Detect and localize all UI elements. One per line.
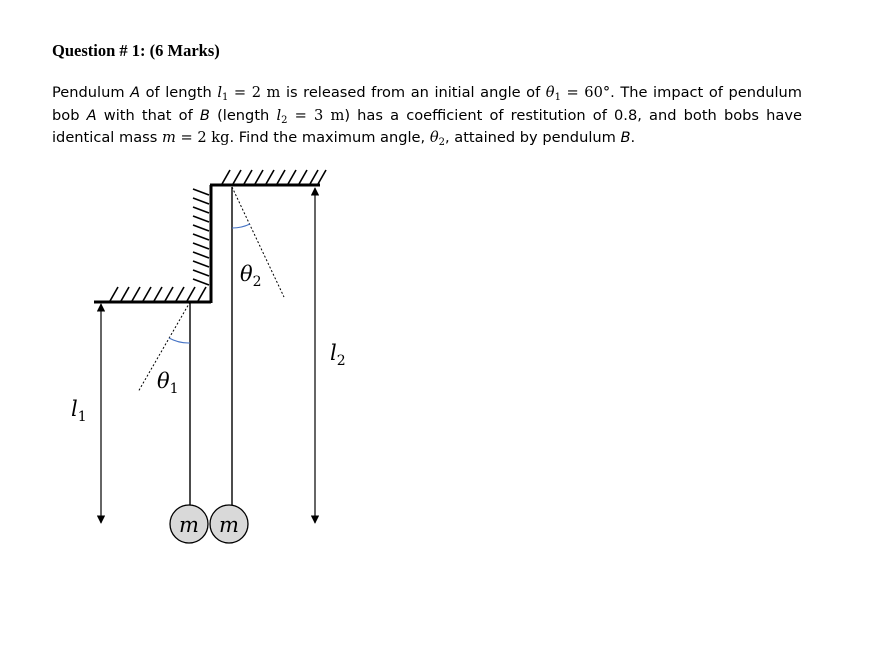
theta2-arc — [232, 224, 250, 228]
lower-ceiling-hatch — [110, 287, 206, 301]
wall-hatch — [193, 189, 209, 285]
bob-a-mass-label: m — [179, 513, 199, 537]
question-heading: Question # 1: (6 Marks) — [52, 41, 220, 60]
theta1-arc — [169, 338, 190, 343]
upper-ceiling-hatch — [222, 170, 326, 184]
problem-line-3: identical mass m = 2 kg. Find the maximum angle, $\theta_2$, attained by pendulum B. — [52, 129, 636, 148]
bob-b-mass-label: m — [219, 513, 239, 537]
l1-label: $l_1$ — [71, 397, 87, 425]
problem-line-1: Pendulum A of length $l_1 = 2$ m is released from an initial angle of $\theta_1 = 60^\circ$. The impact of pendulum — [52, 84, 802, 103]
problem-line-2: bob A with that of B (length $l_2 = 3$ m) has a coefficient of restitution of 0.8, and both bobs have — [52, 106, 802, 126]
theta1-label: $\theta_1$ — [157, 369, 179, 397]
l2-label: $l_2$ — [330, 341, 346, 369]
theta2-label: $\theta_2$ — [240, 262, 262, 290]
